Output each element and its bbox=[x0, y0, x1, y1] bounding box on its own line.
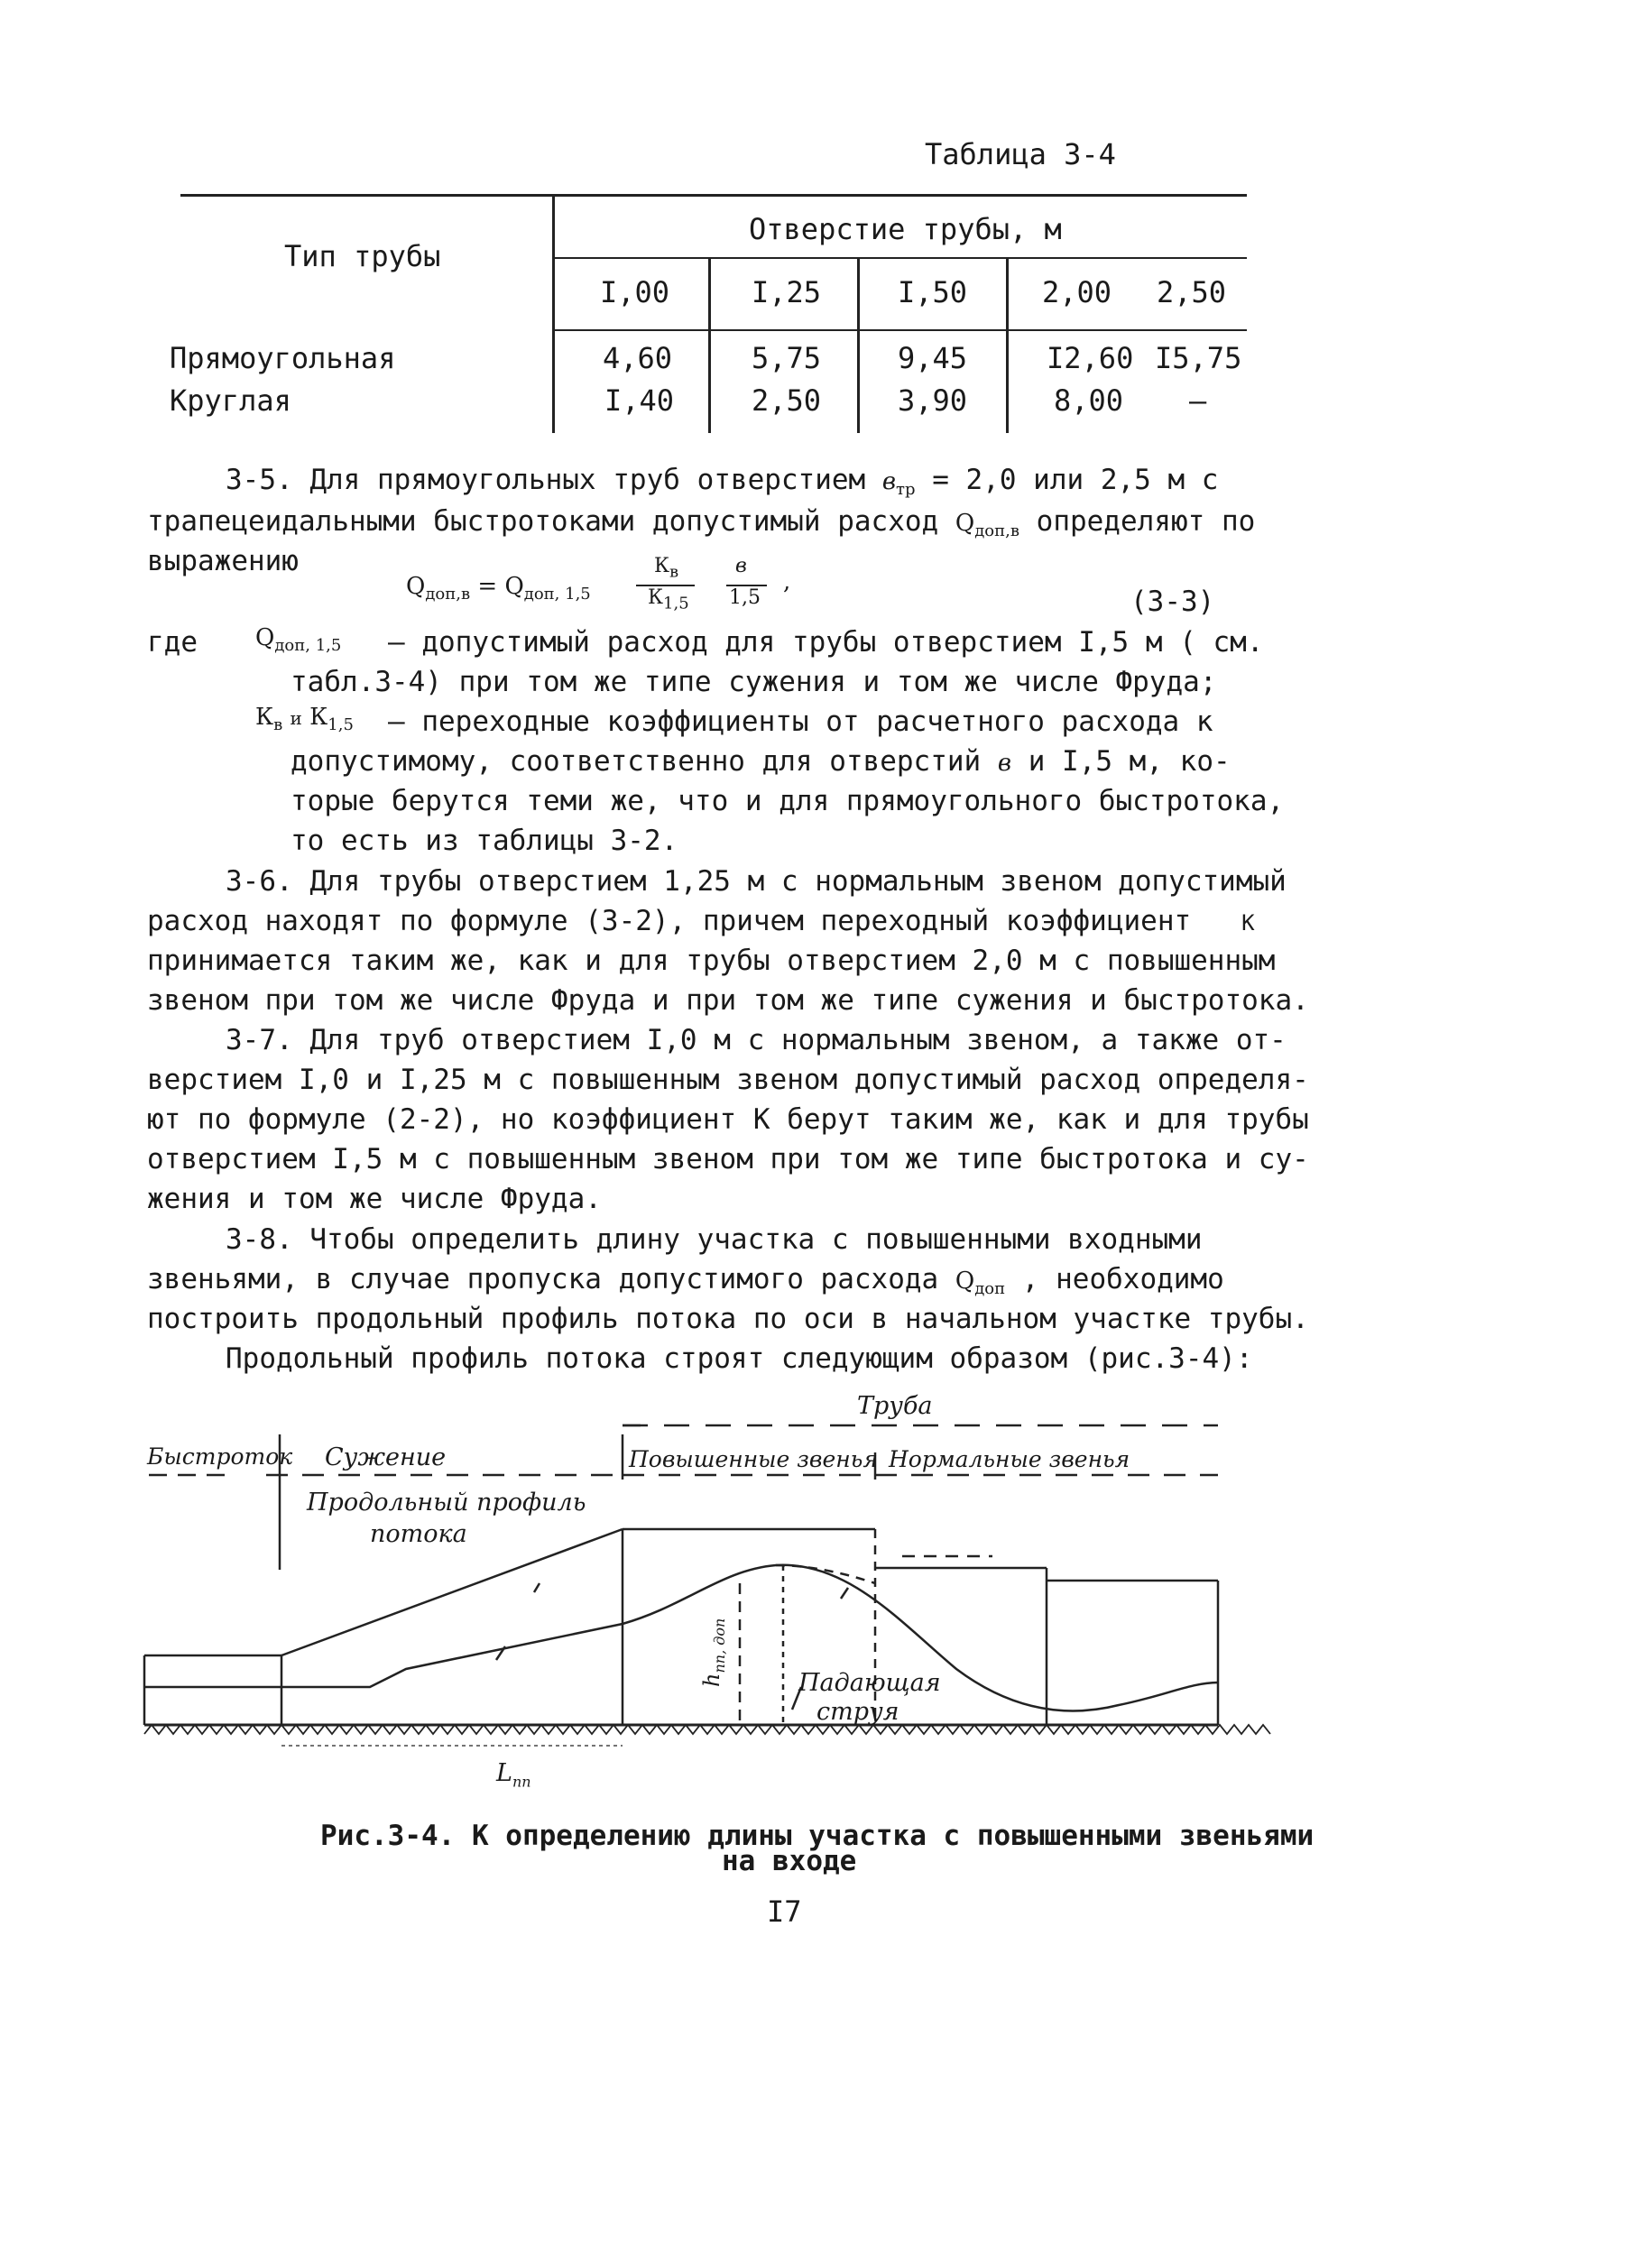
table-title: Таблица 3-4 bbox=[925, 137, 1116, 171]
table-cell: 4,60 bbox=[603, 341, 673, 375]
label-suzhenie: Сужение bbox=[325, 1443, 447, 1471]
var: в bbox=[881, 468, 897, 495]
var-b bbox=[881, 468, 916, 500]
label-bystrotok: Быстроток bbox=[147, 1443, 293, 1470]
subscript: 1,5 bbox=[327, 715, 354, 735]
formula-den1 bbox=[648, 586, 689, 613]
subscript: пп bbox=[512, 1773, 531, 1791]
table-cell: 8,00 bbox=[1054, 383, 1124, 418]
subscript: доп,в bbox=[974, 521, 1019, 541]
var: К bbox=[309, 704, 328, 731]
para-3-7-line: верстием I,0 и I,25 м с повышенным звеном допустимый расход определя- bbox=[147, 1064, 1309, 1096]
table-cell: 2,50 bbox=[752, 383, 822, 418]
para-3-6-line bbox=[147, 901, 1255, 943]
para-3-7-line: жения и том же числе Фруда. bbox=[147, 1183, 602, 1215]
where-line: то есть из таблицы 3-2. bbox=[291, 825, 678, 857]
formula-comma: , bbox=[783, 568, 791, 595]
para-3-7-line: 3-7. Для труб отверстием I,0 м с нормальным звеном, а также от- bbox=[226, 1024, 1287, 1056]
subscript: доп, 1,5 bbox=[523, 585, 591, 604]
where-line: торые берутся теми же, что и для прямоугольного быстротока, bbox=[291, 785, 1285, 817]
var: Q bbox=[504, 573, 524, 600]
where-line: – допустимый расход для трубы отверстием I,5 м ( см. bbox=[388, 626, 1264, 659]
para-3-8-line: Продольный профиль потока строят следующим образом (рис.3-4): bbox=[226, 1342, 1253, 1375]
para-3-6-line: звеном при том же числе Фруда и при том же типе сужения и быстротока. bbox=[147, 984, 1309, 1017]
text-run: определяют по bbox=[1036, 505, 1256, 538]
table-col-divider bbox=[552, 194, 555, 433]
var: К bbox=[255, 704, 274, 731]
para-3-5-line bbox=[147, 502, 1255, 551]
equals: = bbox=[477, 573, 498, 600]
var: L bbox=[496, 1759, 512, 1787]
mark bbox=[534, 1583, 540, 1592]
subscript: доп bbox=[974, 1279, 1006, 1299]
formula-lhs bbox=[406, 573, 591, 604]
formula-num1 bbox=[654, 555, 678, 581]
text-run: допустимому, соответственно для отверстий bbox=[291, 745, 982, 778]
var: К bbox=[648, 586, 664, 609]
label-fall-2: струя bbox=[816, 1698, 899, 1726]
var: в bbox=[997, 750, 1012, 777]
text-run: расход находят по формуле (3-2), причем переходный коэффициент bbox=[147, 905, 1192, 937]
para-3-8-line: построить продольный профиль потока по оси в начальном участке трубы. bbox=[147, 1303, 1309, 1335]
table-col-divider bbox=[708, 257, 711, 433]
para-3-6-line: 3-6. Для трубы отверстием 1,25 м с нормальным звеном допустимый bbox=[226, 865, 1287, 898]
para-3-7-line: отверстием I,5 м с повышенным звеном при том же типе быстротока и су- bbox=[147, 1143, 1309, 1175]
where-line bbox=[291, 742, 1231, 783]
label-norm: Нормальные звенья bbox=[889, 1446, 1130, 1472]
flow-profile-line bbox=[281, 1624, 623, 1687]
table-cell: 5,75 bbox=[752, 341, 822, 375]
label-profile-1: Продольный профиль bbox=[307, 1489, 586, 1517]
table-cell: 9,45 bbox=[898, 341, 968, 375]
var: К bbox=[1241, 910, 1255, 936]
formula-number: (3-3) bbox=[1130, 585, 1215, 618]
table-top-rule bbox=[180, 194, 1247, 197]
page-number: I7 bbox=[767, 1895, 802, 1929]
table-col-divider bbox=[1006, 257, 1009, 433]
label-profile-2: потока bbox=[370, 1520, 467, 1548]
table-row-label: Прямоугольная bbox=[170, 341, 396, 375]
text-run: трапецеидальными быстротоками допустимый расход bbox=[147, 505, 939, 538]
table-col-header: I,00 bbox=[600, 275, 670, 309]
text-run: = 2,0 или 2,5 м с bbox=[932, 464, 1219, 496]
where-line: – переходные коэффициенты от расчетного расхода к bbox=[388, 705, 1213, 738]
table-col-header: I,25 bbox=[752, 275, 822, 309]
table-row-label: Круглая bbox=[170, 383, 291, 418]
var: Q bbox=[255, 624, 275, 651]
label-truba: Труба bbox=[857, 1392, 933, 1420]
where-symbol-2 bbox=[255, 704, 354, 734]
text-run: звеньями, в случае пропуска допустимого расхода bbox=[147, 1263, 939, 1295]
text-run: , необходимо bbox=[1021, 1263, 1224, 1295]
subscript: в bbox=[669, 562, 679, 582]
suzhenie-top-wall bbox=[281, 1529, 623, 1655]
para-3-6-line: принимается таким же, как и для трубы отверстием 2,0 м с повышенным bbox=[147, 945, 1276, 977]
var: h bbox=[699, 1673, 724, 1687]
label-fall-1: Падающая bbox=[798, 1669, 941, 1697]
subscript: доп,в bbox=[425, 585, 471, 604]
subscript: в bbox=[273, 715, 283, 735]
table-col-header: 2,50 bbox=[1157, 275, 1227, 309]
table-cell: – bbox=[1189, 383, 1207, 418]
subscript: 1,5 bbox=[663, 594, 689, 613]
var-q bbox=[955, 510, 1019, 541]
table-col-header: I,50 bbox=[898, 275, 968, 309]
formula-den2: 1,5 bbox=[729, 586, 761, 609]
figure-caption-line1: Рис.3-4. К определению длины участка с повышенными звеньями bbox=[320, 1820, 1315, 1852]
where-line: табл.3-4) при том же типе сужения и том же числе Фруда; bbox=[291, 666, 1217, 698]
subscript: пп, доп bbox=[710, 1618, 728, 1673]
subscript: тр bbox=[896, 480, 916, 500]
table-header-group: Отверстие трубы, м bbox=[749, 212, 1062, 246]
mark bbox=[841, 1588, 848, 1599]
table-subheader-rule bbox=[555, 329, 1247, 331]
table-col-header: 2,00 bbox=[1042, 275, 1112, 309]
figure-caption-line2: на входе bbox=[722, 1845, 857, 1877]
table-cell: I5,75 bbox=[1155, 341, 1242, 375]
table-cell: I,40 bbox=[604, 383, 675, 418]
where-label: где bbox=[147, 626, 198, 659]
label-povysh: Повышенные звенья bbox=[629, 1446, 878, 1472]
label-L bbox=[496, 1759, 531, 1790]
table-cell: 3,90 bbox=[898, 383, 968, 418]
subscript: доп, 1,5 bbox=[274, 636, 342, 656]
var: Q bbox=[955, 510, 975, 537]
var: Q bbox=[406, 573, 426, 600]
para-3-8-line: 3-8. Чтобы определить длину участка с повышенными входными bbox=[226, 1223, 1203, 1256]
text-run: 3-5. Для прямоугольных труб отверстием bbox=[226, 464, 866, 496]
para-3-7-line: ют по формуле (2-2), но коэффициент К берут таким же, как и для трубы bbox=[147, 1103, 1309, 1136]
para-3-5-line: выражению bbox=[147, 545, 299, 577]
var: Q bbox=[955, 1268, 975, 1295]
where-symbol-1 bbox=[255, 624, 341, 655]
formula-num2: в bbox=[735, 555, 747, 577]
table-cell: I2,60 bbox=[1047, 341, 1134, 375]
table-header-type: Тип трубы bbox=[284, 239, 441, 273]
var-q bbox=[955, 1268, 1006, 1299]
text-run: и I,5 м, ко- bbox=[1028, 745, 1231, 778]
label-h bbox=[699, 1618, 728, 1687]
text-run: и bbox=[290, 707, 302, 729]
table-col-divider bbox=[857, 257, 860, 433]
jet-dashed-curve bbox=[776, 1565, 875, 1583]
table-header-rule bbox=[555, 257, 1247, 259]
var: К bbox=[654, 555, 670, 577]
